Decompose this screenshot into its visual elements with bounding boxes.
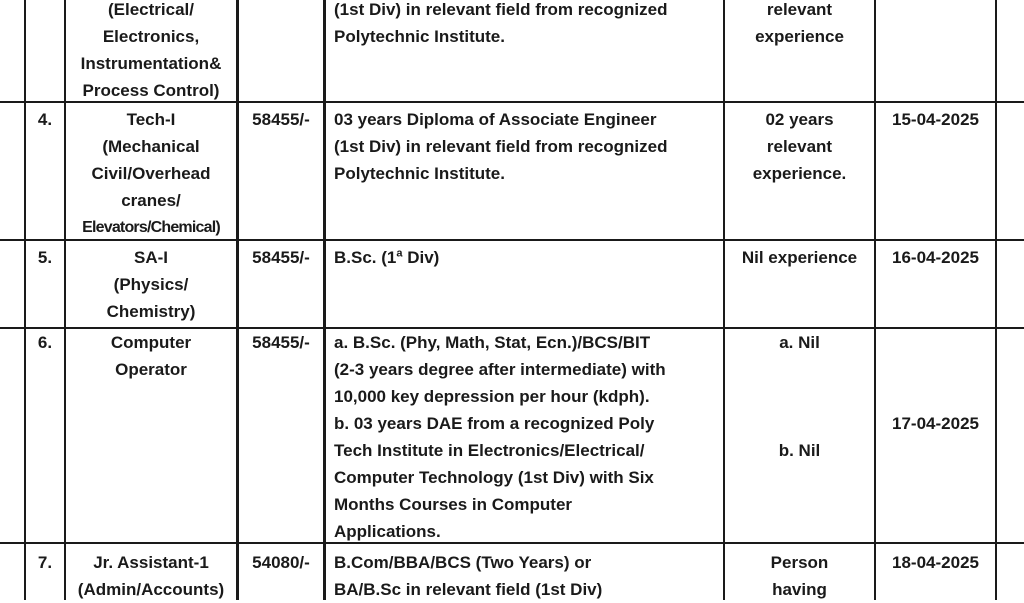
qualification-superscript: a <box>396 247 403 260</box>
post-line: (Electrical/ <box>108 0 194 19</box>
post-line: (Mechanical <box>102 137 200 156</box>
post-line: cranes/ <box>121 191 181 210</box>
post-line: (Physics/ <box>113 275 189 294</box>
post-line: Operator <box>115 360 187 379</box>
post-line: Tech-I <box>126 110 176 129</box>
pay-cell: 54080/- <box>252 553 310 572</box>
qualification-cell <box>334 329 720 545</box>
experience-a: a. Nil <box>779 333 820 352</box>
experience-line: relevant <box>766 137 833 156</box>
experience-line: Person <box>770 553 829 572</box>
date-cell: 18-04-2025 <box>892 553 979 572</box>
post-cell <box>66 549 236 603</box>
experience-cell <box>725 106 874 187</box>
experience-line: experience <box>755 27 844 46</box>
qualification-line: Tech Institute in Electronics/Electrical/ <box>334 441 645 460</box>
pay-cell: 58455/- <box>252 333 310 352</box>
column-divider <box>323 0 326 600</box>
column-divider <box>874 0 876 600</box>
qualification-line: Computer Technology (1st Div) with Six <box>334 468 654 487</box>
qualification-line <box>334 244 720 271</box>
experience-cell <box>725 0 874 50</box>
date-cell: 16-04-2025 <box>892 248 979 267</box>
qualification-text: Div) <box>402 248 440 267</box>
column-divider <box>723 0 725 600</box>
qualification-line: Months Courses in Computer <box>334 495 573 514</box>
table-border-left <box>24 0 26 600</box>
qualification-cell <box>334 549 720 603</box>
post-line: Jr. Assistant-1 <box>93 553 209 572</box>
date-cell: 17-04-2025 <box>892 414 979 433</box>
qualification-line: Polytechnic Institute. <box>334 27 505 46</box>
post-cell <box>66 329 236 383</box>
experience-cell <box>725 244 874 271</box>
pay-cell: 58455/- <box>252 248 310 267</box>
post-cell <box>66 0 236 104</box>
post-line: SA-I <box>134 248 168 267</box>
qualification-line: a. B.Sc. (Phy, Math, Stat, Ecn.)/BCS/BIT <box>334 333 651 352</box>
column-divider <box>236 0 239 600</box>
qualification-line: BA/B.Sc in relevant field (1st Div) <box>334 580 603 599</box>
qualification-line: B.Com/BBA/BCS (Two Years) or <box>334 553 592 572</box>
post-line: (Admin/Accounts) <box>77 580 225 599</box>
post-line: Electronics, <box>102 27 200 46</box>
experience-line: Nil experience <box>741 248 858 267</box>
post-line: Instrumentation& <box>80 54 222 73</box>
qualification-line: Polytechnic Institute. <box>334 164 505 183</box>
qualification-line: (1st Div) in relevant field from recognized <box>334 0 668 19</box>
experience-cell <box>725 549 874 603</box>
serial-number: 4. <box>37 110 53 129</box>
qualification-cell <box>334 106 720 187</box>
qualification-line: 03 years Diploma of Associate Engineer <box>334 110 657 129</box>
post-cell <box>66 106 236 241</box>
qualification-text: B.Sc. (1 <box>334 248 397 267</box>
qualification-line: Applications. <box>334 522 441 541</box>
table-border-right <box>995 0 997 600</box>
serial-number: 5. <box>37 248 53 267</box>
post-line: Computer <box>110 333 192 352</box>
post-line: Process Control) <box>82 81 220 100</box>
experience-line: experience. <box>752 164 847 183</box>
qualification-line: b. 03 years DAE from a recognized Poly <box>334 414 655 433</box>
experience-line: relevant <box>766 0 833 19</box>
qualification-line: (2-3 years degree after intermediate) with <box>334 360 666 379</box>
experience-line: 02 years <box>765 110 834 129</box>
experience-b: b. Nil <box>778 441 821 460</box>
qualification-cell <box>334 244 720 271</box>
post-line: Chemistry) <box>106 302 196 321</box>
post-line: Civil/Overhead <box>91 164 211 183</box>
qualification-cell <box>334 0 720 50</box>
serial-number: 6. <box>37 333 53 352</box>
experience-line: having <box>772 580 827 599</box>
qualification-line: (1st Div) in relevant field from recognized <box>334 137 668 156</box>
pay-cell: 58455/- <box>252 110 310 129</box>
serial-number: 7. <box>37 553 53 572</box>
post-line: Elevators/Chemical) <box>82 219 220 236</box>
post-cell <box>66 244 236 325</box>
date-cell: 15-04-2025 <box>892 110 979 129</box>
qualification-line: 10,000 key depression per hour (kdph). <box>334 387 650 406</box>
